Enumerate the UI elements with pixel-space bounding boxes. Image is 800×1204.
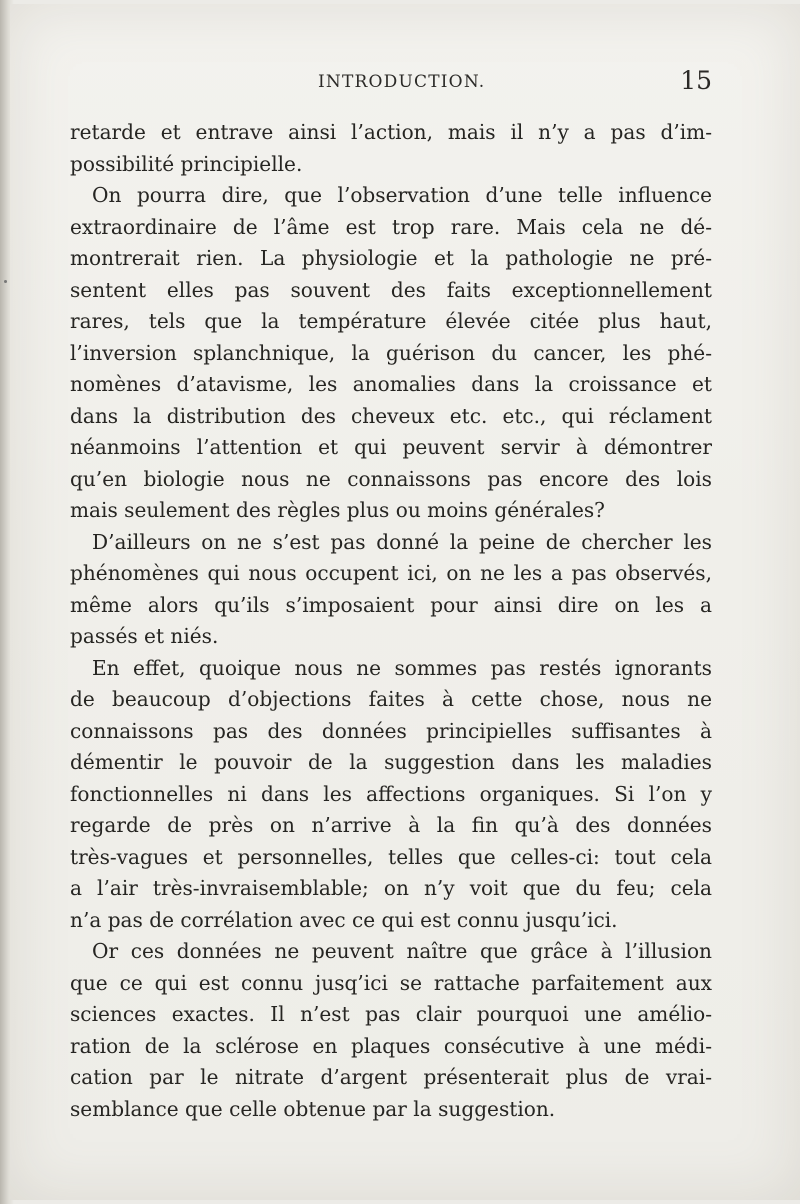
text-line: En effet, quoique nous ne sommes pas restés ignorants	[92, 655, 712, 680]
text-line: semblance que celle obtenue par la suggestion.	[70, 1096, 556, 1121]
text-line: l’inversion splanchnique, la guérison du cancer, les phé-	[70, 340, 712, 365]
text-line: très-vagues et personnelles, telles que celles-ci: tout cela	[70, 844, 712, 869]
page-header	[70, 66, 712, 102]
text-line: qu’en biologie nous ne connaissons pas encore des lois	[70, 466, 712, 491]
text-line: sentent elles pas souvent des faits exceptionnellement	[70, 277, 712, 302]
text-line: a l’air très-invraisemblable; on n’y voit que du feu; cela	[70, 876, 712, 900]
paragraph	[70, 527, 712, 653]
text-line: connaissons pas des données principielles suffisantes à	[70, 718, 712, 743]
text-line: mais seulement des règles plus ou moins générales?	[70, 498, 605, 522]
text-line: de beaucoup d’objections faites à cette chose, nous ne	[70, 687, 712, 711]
page-number: 15	[680, 66, 712, 95]
paragraph	[70, 936, 712, 1125]
text-line: sciences exactes. Il n’est pas clair pourquoi une amélio-	[70, 1002, 712, 1026]
text-line: ration de la sclérose en plaques consécutive à une médi-	[70, 1033, 712, 1058]
text-line: retarde et entrave ainsi l’action, mais il n’y a pas d’im-	[70, 120, 712, 144]
text-line: cation par le nitrate d’argent présenterait plus de vrai-	[70, 1065, 712, 1089]
running-head: INTRODUCTION.	[318, 72, 486, 92]
text-line: possibilité principielle.	[70, 151, 303, 176]
text-line: passés et niés.	[70, 624, 219, 648]
text-line: n’a pas de corrélation avec ce qui est connu jusqu’ici.	[70, 907, 618, 932]
text-line: néanmoins l’attention et qui peuvent servir à démontrer	[70, 435, 712, 459]
text-line: phénomènes qui nous occupent ici, on ne les a pas observés,	[70, 561, 712, 585]
text-line: On pourra dire, que l’observation d’une telle influence	[92, 183, 712, 207]
paragraph	[70, 117, 712, 180]
text-line: démentir le pouvoir de la suggestion dans les maladies	[70, 750, 712, 774]
text-line: dans la distribution des cheveux etc. etc., qui réclament	[70, 403, 712, 428]
text-line: même alors qu’ils s’imposaient pour ainsi dire on les a	[70, 592, 712, 617]
text-line: regarde de près on n’arrive à la fin qu’à des données	[70, 813, 712, 837]
paragraph	[70, 180, 712, 527]
text-line: D’ailleurs on ne s’est pas donné la peine de chercher les	[92, 529, 712, 554]
text-line: que ce qui est connu jusq’ici se rattache parfaitement aux	[70, 970, 712, 995]
paragraph	[70, 653, 712, 937]
text-line: nomènes d’atavisme, les anomalies dans la croissance et	[70, 372, 712, 396]
text-line: montrerait rien. La physiologie et la pathologie ne pré-	[70, 246, 712, 270]
text-line: Or ces données ne peuvent naître que grâce à l’illusion	[92, 939, 712, 963]
text-line: fonctionnelles ni dans les affections organiques. Si l’on y	[70, 781, 712, 806]
page-body	[70, 117, 712, 1125]
text-line: extraordinaire de l’âme est trop rare. Mais cela ne dé-	[70, 214, 712, 239]
text-line: rares, tels que la température élevée citée plus haut,	[70, 309, 712, 333]
paper-speck	[4, 280, 7, 283]
